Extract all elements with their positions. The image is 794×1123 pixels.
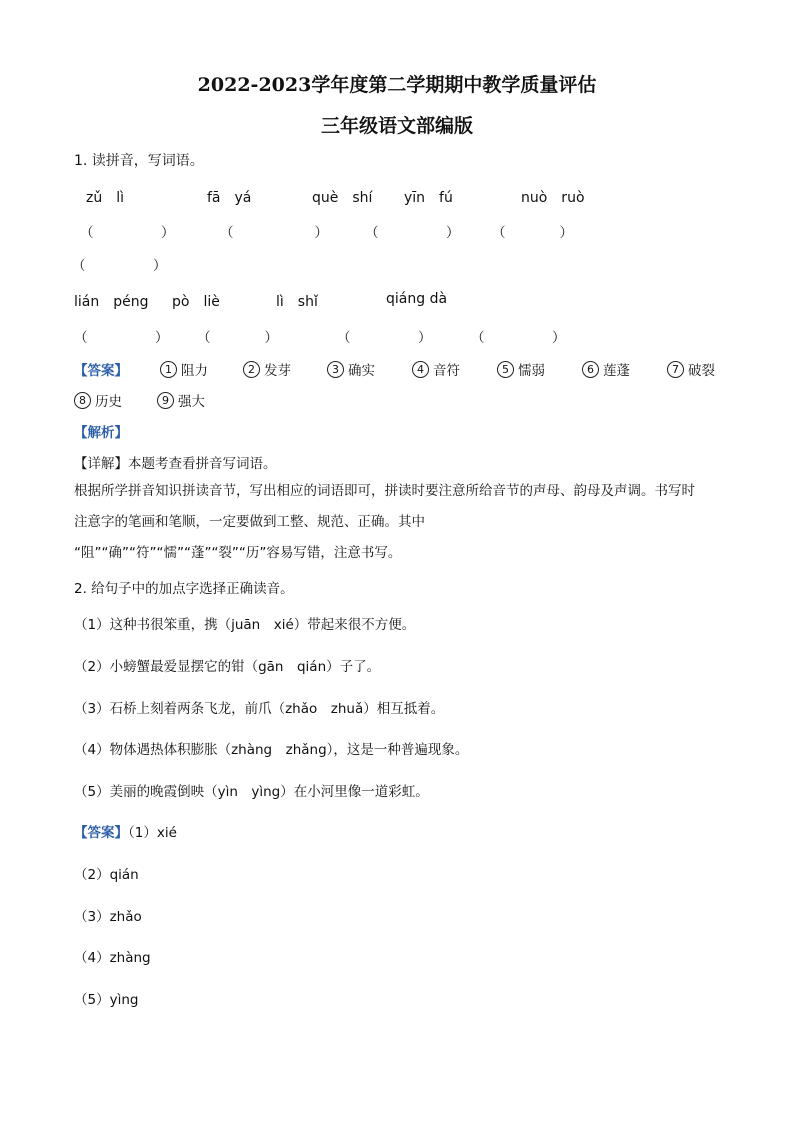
pinyin: lì shǐ — [276, 294, 318, 310]
pinyin: zǔ lì — [86, 190, 125, 206]
answer-item — [497, 359, 545, 379]
circled-number: 4 — [412, 361, 429, 378]
q2-item: （2）小螃蟹最爱显摆它的钳（gān qián）子了。 — [74, 659, 381, 675]
q2-prompt: 2. 给句子中的加点字选择正确读音。 — [74, 581, 294, 597]
answer-word: 莲蓬 — [603, 363, 630, 379]
answer-blank: （ ） — [220, 225, 328, 241]
q2-item: （4）物体遇热体积膨胀（zhàng zhǎng），这是一种普遍现象。 — [74, 742, 469, 758]
pinyin: lián péng — [74, 294, 149, 310]
answer-word: 历史 — [95, 394, 122, 410]
q2-answer: （3）zhǎo — [74, 909, 142, 925]
answer-item — [160, 359, 208, 379]
answer-blank: （ ） — [197, 330, 278, 346]
analysis-paragraph-line: “阻”“确”“符”“懦”“蓬”“裂”“历”容易写错，注意书写。 — [74, 545, 402, 561]
pinyin: yīn fú — [404, 190, 453, 206]
circled-number: 9 — [157, 392, 174, 409]
analysis-paragraph-line: 根据所学拼音知识拼读音节，写出相应的词语即可，拼读时要注意所给音节的声母、韵母及声调。书写时 — [74, 483, 695, 499]
pinyin: pò liè — [172, 294, 220, 310]
answer-word: 破裂 — [688, 363, 715, 379]
pinyin: fā yá — [207, 190, 252, 206]
circled-number: 2 — [243, 361, 260, 378]
answer-item — [157, 390, 205, 410]
answer-item — [412, 359, 460, 379]
circled-number: 3 — [327, 361, 344, 378]
circled-number: 7 — [667, 361, 684, 378]
answer-blank: （ ） — [365, 225, 460, 241]
q2-answer-line — [74, 821, 177, 841]
q2-answer: （4）zhàng — [74, 950, 151, 966]
answer-word: 发芽 — [264, 363, 291, 379]
analysis-paragraph-line: 注意字的笔画和笔顺，一定要做到工整、规范、正确。其中 — [74, 514, 425, 530]
answer-blank: （ ） — [492, 225, 573, 241]
answer-word: 音符 — [433, 363, 460, 379]
q2-item: （5）美丽的晚霞倒映（yìn yìng）在小河里像一道彩虹。 — [74, 784, 429, 800]
answer-label: 【答案】 — [74, 363, 128, 379]
answer-item — [667, 359, 715, 379]
q2-answer: （5）yìng — [74, 992, 139, 1008]
pinyin: nuò ruò — [521, 190, 585, 206]
circled-number: 6 — [582, 361, 599, 378]
circled-number: 5 — [497, 361, 514, 378]
answer-word: 强大 — [178, 394, 205, 410]
circled-number: 1 — [160, 361, 177, 378]
answer-blank: （ ） — [337, 330, 432, 346]
document-subtitle: 三年级语文部编版 — [320, 115, 473, 137]
detail-label: 【详解】 — [74, 456, 128, 472]
answer-label: 【答案】 — [74, 825, 128, 841]
answer-blank: （ ） — [74, 330, 169, 346]
q2-answer: （2）qián — [74, 867, 139, 883]
detail-text: 本题考查看拼音写词语。 — [128, 456, 277, 472]
answer-word: 阻力 — [181, 363, 208, 379]
pinyin: què shí — [312, 190, 373, 206]
answer-word: 懦弱 — [518, 363, 545, 379]
answer-item — [582, 359, 630, 379]
analysis-label: 【解析】 — [74, 425, 128, 441]
detail-line — [74, 452, 277, 472]
answer-blank: （ ） — [72, 258, 167, 274]
q1-prompt: 1. 读拼音，写词语。 — [74, 153, 204, 169]
pinyin: qiáng dà — [386, 291, 448, 307]
q2-item: （1）这种书很笨重，携（juān xié）带起来很不方便。 — [74, 617, 416, 633]
answer-word: 确实 — [348, 363, 375, 379]
document-title: 2022-2023学年度第二学期期中教学质量评估 — [197, 74, 597, 96]
q2-item: （3）石桥上刻着两条飞龙，前爪（zhǎo zhuǎ）相互抵着。 — [74, 701, 445, 717]
answer-blank: （ ） — [471, 330, 566, 346]
answer-item — [243, 359, 291, 379]
answer-item — [327, 359, 375, 379]
answer-blank: （ ） — [80, 225, 175, 241]
circled-number: 8 — [74, 392, 91, 409]
answer-item — [74, 390, 122, 410]
q2-answer: （1）xié — [128, 825, 177, 841]
